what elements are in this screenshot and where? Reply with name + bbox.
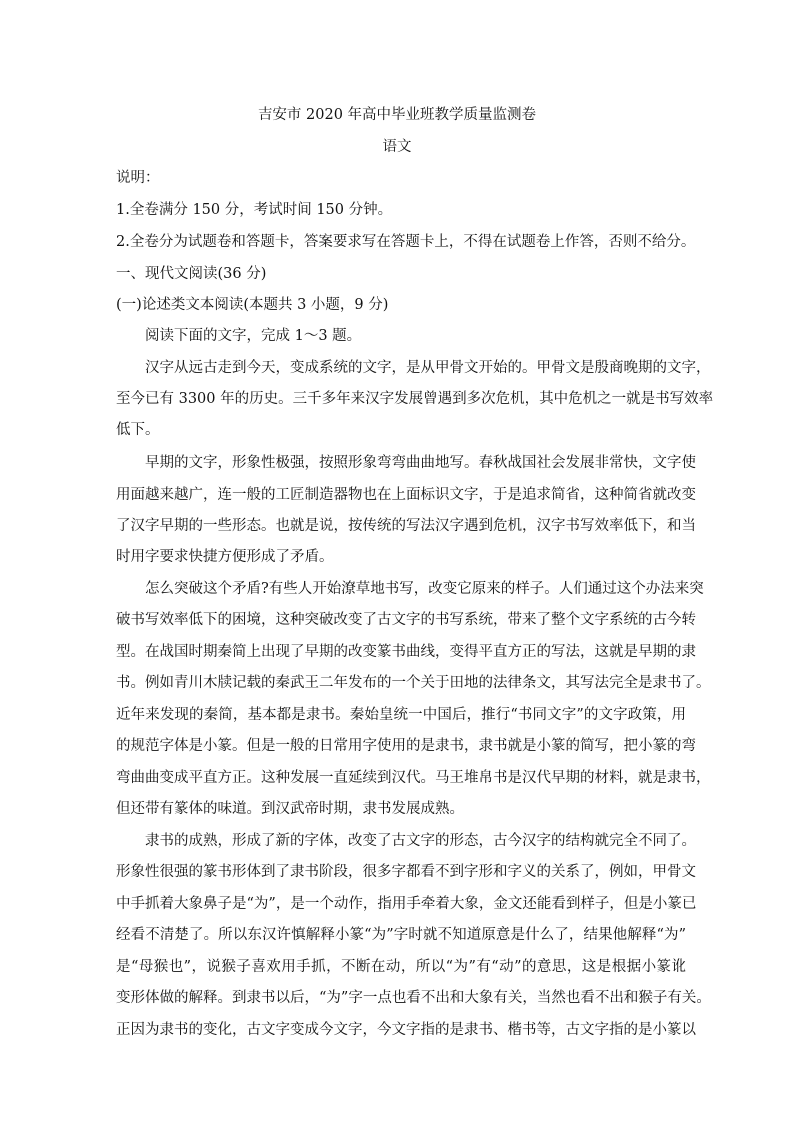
passage-line: 弯曲曲变成平直方正。这种发展一直延续到汉代。马王堆帛书是汉代早期的材料，就是隶书， (116, 770, 711, 786)
passage-line: 中手抓着大象鼻子是“为”，是一个动作，指用手牵着大象，金文还能看到样子，但是小篆已 (116, 896, 697, 912)
passage-line: 正因为隶书的变化，古文字变成今文字，今文字指的是隶书、楷书等，古文字指的是小篆以 (116, 1022, 696, 1038)
passage-line: 至今已有 3300 年的历史。三千多年来汉字发展曾遇到多次危机，其中危机之一就是书写效率 (116, 391, 714, 407)
passage-line: 汉字从远古走到今天，变成系统的文字，是从甲骨文开始的。甲骨文是殷商晚期的文字， (145, 360, 711, 376)
passage-line: 早期的文字，形象性极强，按照形象弯弯曲曲地写。春秋战国社会发展非常快，文字使 (145, 455, 696, 471)
exam-title: 吉安市 2020 年高中毕业班教学质量监测卷 (257, 107, 537, 123)
section-heading: 一、现代文阅读(36 分) (116, 266, 267, 282)
passage-line: 经看不清楚了。所以东汉许慎解释小篆“为”字时就不知道原意是什么了，结果他解释“为” (116, 927, 686, 943)
passage-line: 低下。 (116, 422, 160, 438)
passage-line: 书。例如青川木牍记载的秦武王二年发布的一个关于田地的法律条文，其写法完全是隶书了。 (116, 675, 711, 691)
passage-line: 但还带有篆体的味道。到汉武帝时期，隶书发展成熟。 (116, 801, 464, 817)
passage-line: 隶书的成熟，形成了新的字体，改变了古文字的形态，古今汉字的结构就完全不同了。 (145, 833, 696, 849)
passage-line: 变形体做的解释。到隶书以后，“为”字一点也看不出和大象有关，当然也看不出和猴子有关。 (116, 990, 711, 1006)
passage-line: 型。在战国时期秦简上出现了早期的改变篆书曲线，变得平直方正的写法，这就是早期的隶 (116, 644, 696, 660)
passage-line: 的规范字体是小篆。但是一般的日常用字使用的是隶书，隶书就是小篆的简写，把小篆的弯 (116, 738, 696, 754)
passage-line: 怎么突破这个矛盾?有些人开始潦草地书写，改变它原来的样子。人们通过这个办法来突 (145, 581, 704, 597)
reading-prompt: 阅读下面的文字，完成 1～3 题。 (145, 328, 362, 344)
instructions-heading: 说明： (116, 170, 160, 186)
instruction-item: 2.全卷分为试题卷和答题卡，答案要求写在答题卡上，不得在试题卷上作答，否则不给分。 (116, 234, 696, 250)
instruction-item: 1.全卷满分 150 分，考试时间 150 分钟。 (116, 202, 393, 218)
subject-title: 语文 (382, 139, 412, 155)
passage-line: 是“母猴也”，说猴子喜欢用手抓，不断在动，所以“为”有“动”的意思，这是根据小篆讹 (116, 959, 686, 975)
passage-line: 了汉字早期的一些形态。也就是说，按传统的写法汉字遇到危机，汉字书写效率低下，和当 (116, 518, 696, 534)
passage-line: 用面越来越广，连一般的工匠制造器物也在上面标识文字，于是追求简省，这种简省就改变 (116, 487, 696, 503)
sub-section-heading: (一)论述类文本阅读(本题共 3 小题，9 分) (116, 297, 389, 313)
passage-line: 形象性很强的篆书形体到了隶书阶段，很多字都看不到字形和字义的关系了，例如，甲骨文 (116, 864, 696, 880)
passage-line: 时用字要求快捷方便形成了矛盾。 (116, 549, 334, 565)
passage-line: 近年来发现的秦简，基本都是隶书。秦始皇统一中国后，推行“书同文字”的文字政策，用 (116, 707, 686, 723)
passage-line: 破书写效率低下的困境，这种突破改变了古文字的书写系统，带来了整个文字系统的古今转 (116, 612, 696, 628)
